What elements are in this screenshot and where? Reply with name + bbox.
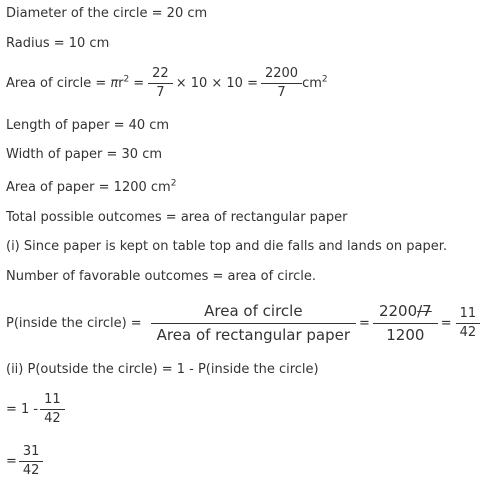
pi-fraction-numerator: 22 [152,66,169,81]
step2-fraction [21,444,42,479]
diameter-line: Diameter of the circle = 20 cm [6,6,208,21]
equals-sign: = [440,315,452,331]
area-result-denominator: 7 [261,83,302,101]
width-line: Width of paper = 30 cm [6,147,163,162]
area-paper-line [6,180,176,196]
step2-line [6,444,43,479]
second-fraction-denominator: 1200 [373,323,438,345]
pi-fraction [150,66,171,101]
step2-prefix: = [6,453,17,469]
area-unit-exponent: 2 [321,74,328,85]
step2-denominator: 42 [19,461,44,479]
step1-prefix: = 1 - [6,401,39,417]
area-unit: cm [302,75,322,91]
area-circle-label: Area of circle = [6,75,107,91]
area-result-fraction [263,66,300,101]
p-inside-second-fraction [376,302,435,345]
radius-symbol: r [118,75,124,91]
p-inside-line [6,302,480,345]
radius-exponent: 2 [123,74,130,85]
part-i-line: (i) Since paper is kept on table top and die falls and lands on paper. [6,239,447,254]
step1-denominator: 42 [40,409,65,427]
p-inside-denominator: Area of rectangular paper [151,323,356,345]
equals-sign: = [133,75,145,91]
p-inside-result-fraction [458,306,479,341]
p-inside-label: P(inside the circle) = [6,315,142,331]
step2-numerator: 31 [22,444,40,459]
length-line: Length of paper = 40 cm [6,118,170,133]
area-result-numerator: 2200 [264,66,299,81]
area-paper-exponent: 2 [170,178,177,189]
area-circle-line [6,66,328,101]
second-fraction-numerator: 2200 [378,302,418,320]
step1-line [6,392,65,427]
second-fraction-cancelled-term: /7 [417,302,432,320]
p-inside-numerator: Area of circle [204,302,303,320]
equals-sign: = [359,315,370,331]
area-paper-text: Area of paper = 1200 cm [6,180,171,195]
step1-fraction [42,392,63,427]
radius-line: Radius = 10 cm [6,36,110,51]
pi-symbol: π [110,75,119,91]
pi-fraction-denominator: 7 [148,83,173,101]
step1-numerator: 11 [44,392,61,407]
total-outcomes-line: Total possible outcomes = area of rectangular paper [6,210,348,225]
p-inside-fraction [154,302,353,345]
area-circle-multiplication: × 10 × 10 = [175,75,258,91]
favorable-line: Number of favorable outcomes = area of circle. [6,269,316,284]
result-denominator: 42 [456,323,480,341]
part-ii-line: (ii) P(outside the circle) = 1 - P(inside the circle) [6,362,319,377]
result-numerator: 11 [459,306,477,321]
